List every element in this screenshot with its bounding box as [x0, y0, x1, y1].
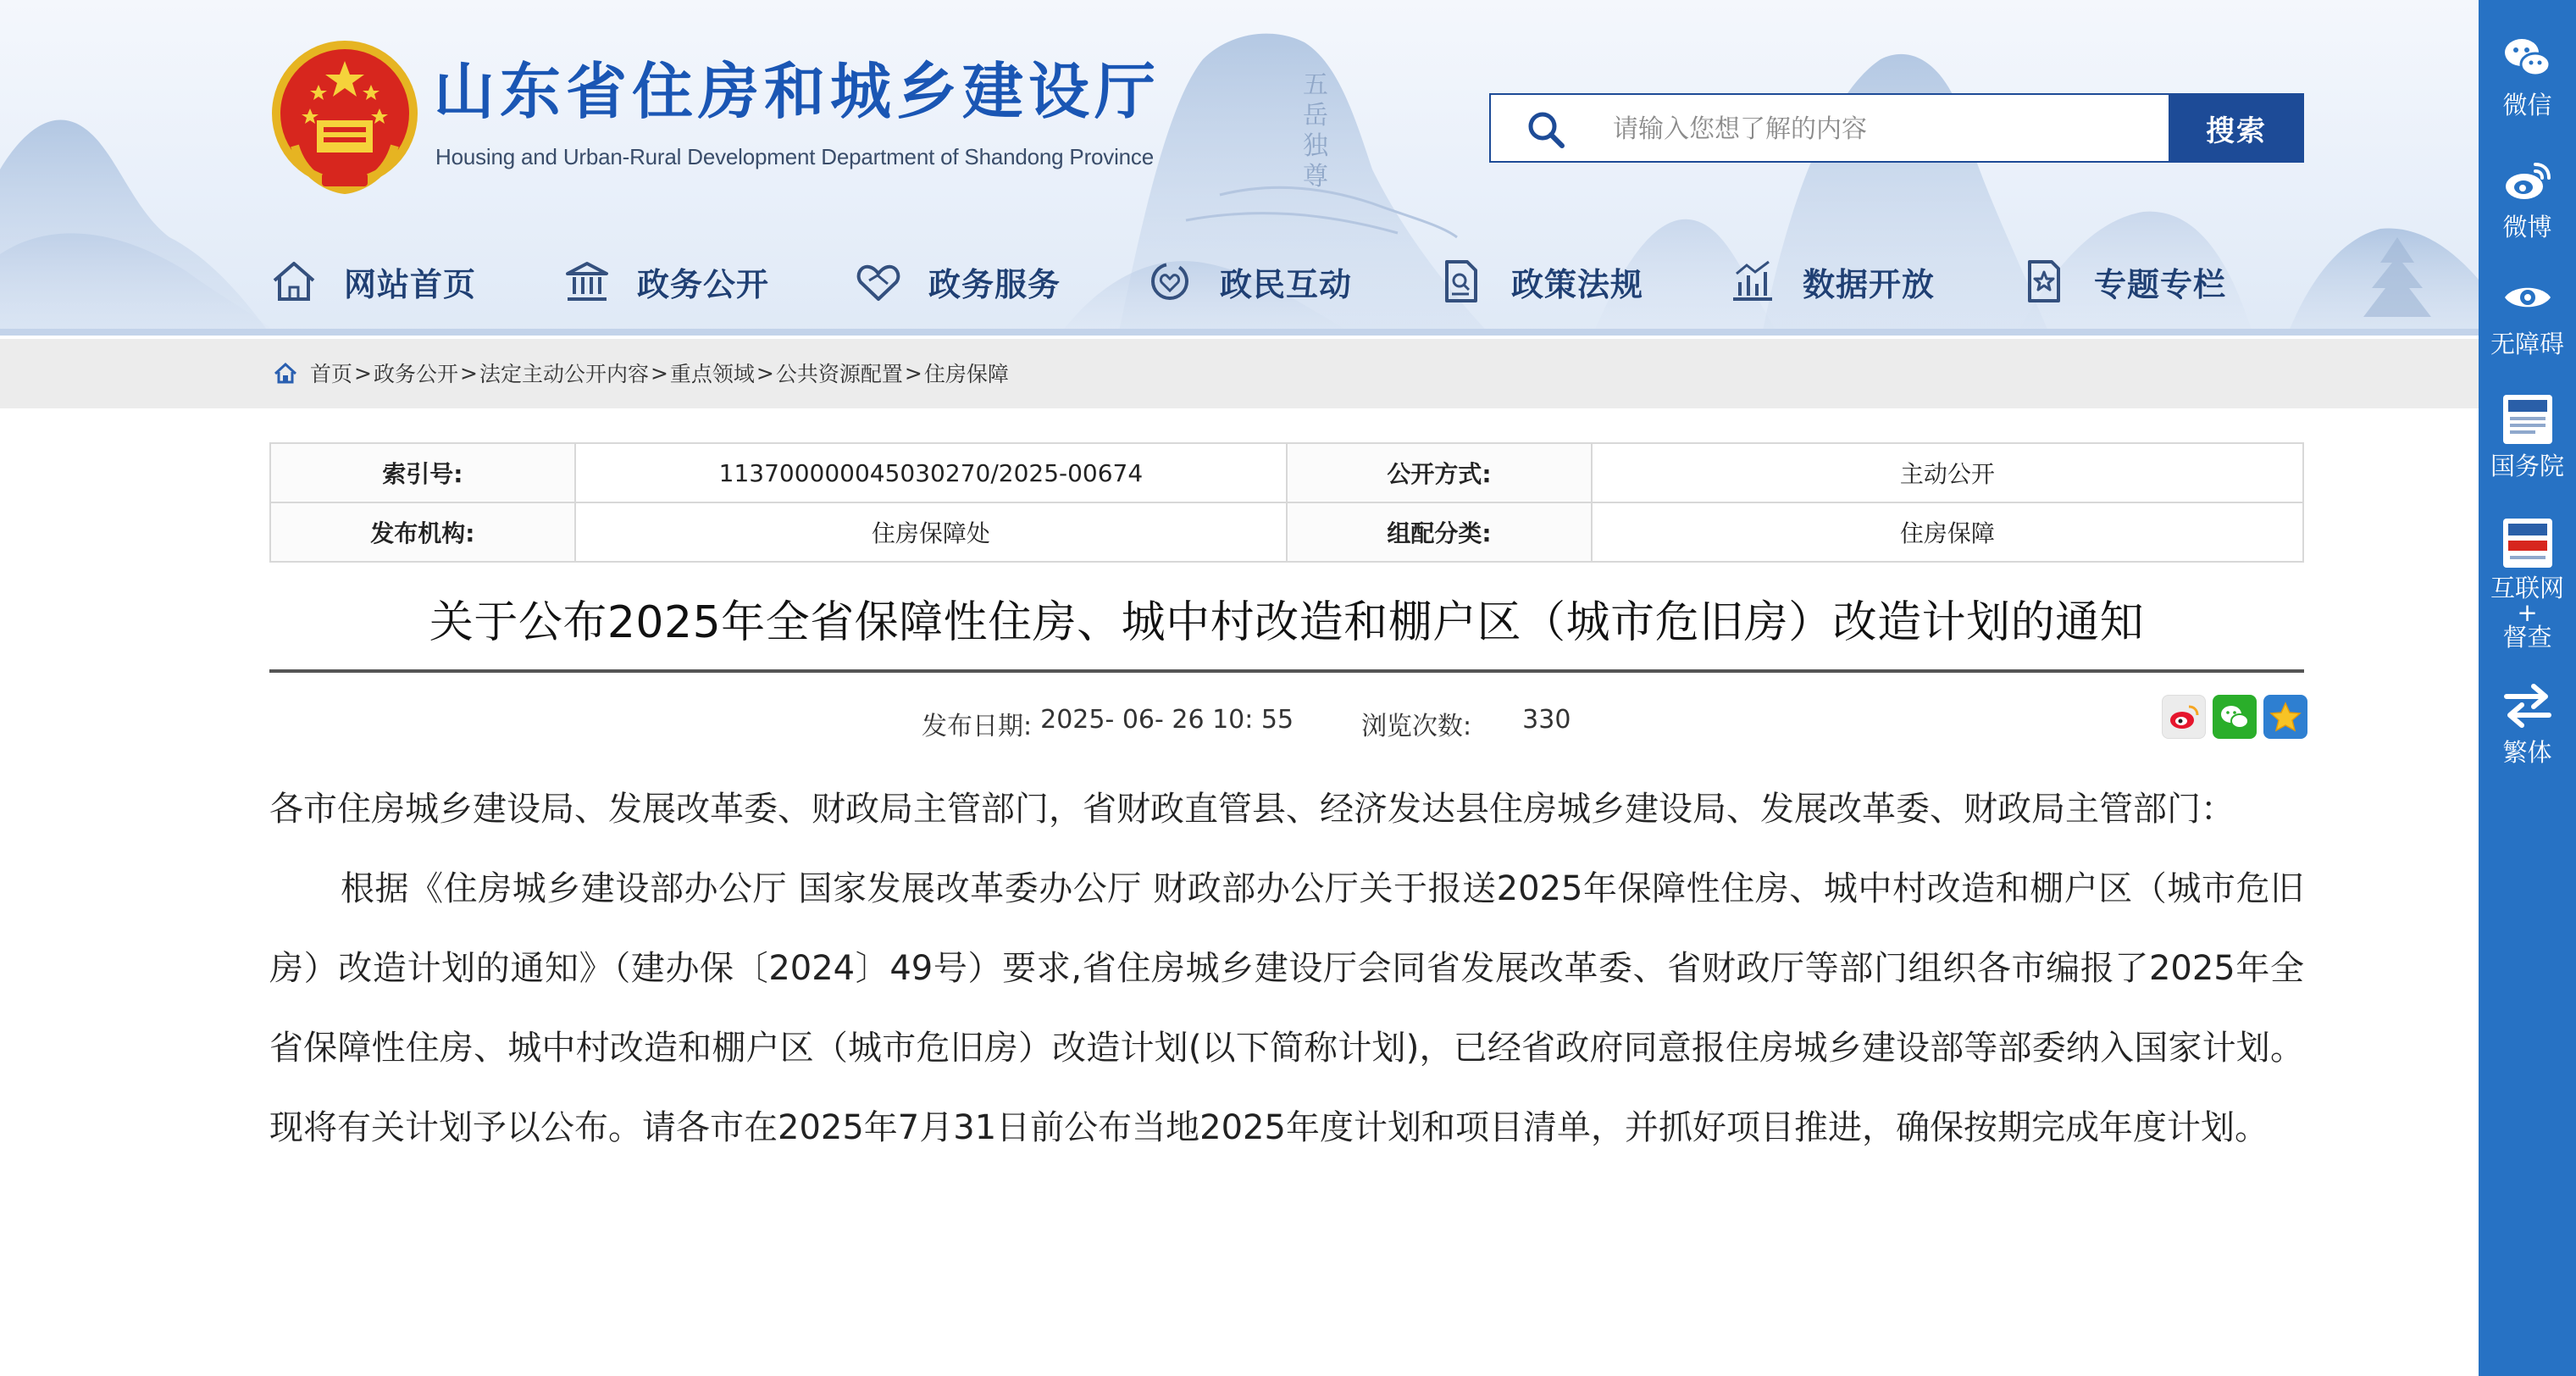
article-body: [269, 769, 2304, 1168]
breadcrumb: [273, 358, 1009, 388]
wechat-share-icon: [2218, 700, 2252, 734]
share-weibo-button[interactable]: [2162, 695, 2206, 739]
article-paragraph: 根据《住房城乡建设部办公厅 国家发展改革委办公厅 财政部办公厅关于报送2025年保障性住房、城中村改造和棚户区（城市危旧房）改造计划的通知》（建办保〔2024〕49号）要求,省住房城乡建设厅会同省发展改革委、省财政厅等部门组织各市编报了2025年全省保障性住房、城中村改造和棚户区（城市危旧房）改造计划(以下简称计划)，已经省政府同意报住房城乡建设部等部委纳入国家计划。现将有关计划予以公布。请各市在2025年7月31日前公布当地2025年度计划和项目清单，并抓好项目推进，确保按期完成年度计划。: [269, 869, 2304, 1147]
nav-label: 政策法规: [1511, 265, 1644, 303]
breadcrumb-separator: >: [650, 360, 668, 386]
government-building-icon: [562, 257, 612, 306]
breadcrumb-separator: >: [756, 360, 774, 386]
special-topic-icon: [2019, 257, 2069, 306]
share-buttons: [2155, 695, 2307, 739]
nav-label: 政务服务: [928, 265, 1061, 303]
sidebar-item-weibo[interactable]: [2479, 153, 2576, 241]
sidebar-item-internet-inspection[interactable]: [2479, 515, 2576, 650]
handshake-icon: [854, 257, 903, 306]
publisher-value: 住房保障处: [575, 502, 1288, 562]
nav-item-open-data[interactable]: [1728, 251, 2019, 312]
svg-text:岳: 岳: [1303, 101, 1328, 130]
traditional-chinese-icon: [2500, 678, 2556, 734]
site-title[interactable]: 山东省住房和城乡建设厅: [434, 56, 1161, 127]
breadcrumb-separator: >: [904, 360, 922, 386]
open-method-label: 公开方式:: [1287, 443, 1592, 502]
national-emblem-logo: [269, 36, 420, 197]
state-council-icon: [2500, 391, 2556, 447]
breadcrumb-separator: >: [354, 360, 372, 386]
breadcrumb-separator: >: [459, 360, 478, 386]
article-title: 关于公布2025年全省保障性住房、城中村改造和棚户区（城市危旧房）改造计划的通知: [429, 597, 2145, 648]
header-divider: [0, 329, 2479, 336]
table-row: [270, 443, 2303, 502]
sidebar-item-state-council[interactable]: [2479, 391, 2576, 480]
nav-label: 专题专栏: [2094, 265, 2227, 303]
article-info: [922, 705, 1571, 742]
policy-document-icon: [1437, 257, 1486, 306]
weibo-share-icon: [2167, 700, 2201, 734]
search-icon: [1525, 108, 1567, 151]
wechat-icon: [2500, 31, 2556, 86]
share-wechat-button[interactable]: [2213, 695, 2257, 739]
sidebar-label: 无障碍: [2490, 330, 2564, 358]
publish-date-label: 发布日期:: [922, 712, 1033, 741]
search-box: [1489, 93, 2169, 163]
table-row: [270, 502, 2303, 562]
breadcrumb-home-icon: [273, 360, 298, 386]
breadcrumb-link-key-areas[interactable]: 重点领域: [669, 362, 755, 386]
nav-item-gov-affairs[interactable]: [562, 251, 854, 312]
home-icon: [269, 257, 319, 306]
site-header: [0, 0, 2479, 336]
breadcrumb-link-statutory[interactable]: 法定主动公开内容: [479, 362, 649, 386]
nav-item-policy[interactable]: [1437, 251, 1728, 312]
site-subtitle: Housing and Urban-Rural Development Department of Shandong Province: [435, 144, 1154, 169]
index-label: 索引号:: [270, 443, 575, 502]
favorite-button[interactable]: [2263, 695, 2307, 739]
favorite-star-icon: [2269, 700, 2302, 734]
views-label: 浏览次数:: [1361, 712, 1472, 741]
svg-text:五: 五: [1303, 70, 1328, 100]
right-sidebar: [2479, 0, 2576, 1376]
main-nav: [269, 251, 2274, 312]
document-meta-table: [269, 442, 2304, 563]
sidebar-label: 微信: [2502, 91, 2552, 119]
accessibility-eye-icon: [2500, 269, 2556, 325]
nav-label: 政民互动: [1220, 265, 1353, 303]
sidebar-label: 繁体: [2502, 738, 2552, 767]
sidebar-label: 微博: [2502, 213, 2552, 241]
svg-text:尊: 尊: [1303, 162, 1328, 191]
breadcrumb-link-home[interactable]: 首页: [310, 362, 353, 386]
internet-inspection-icon: [2500, 515, 2556, 571]
title-divider: [269, 669, 2304, 673]
publish-date-value: 2025- 06- 26 10: 55: [1040, 705, 1294, 735]
svg-text:独: 独: [1303, 131, 1328, 161]
search-button[interactable]: 搜索: [2169, 93, 2304, 163]
article-salutation: 各市住房城乡建设局、发展改革委、财政局主管部门，省财政直管县、经济发达县住房城乡建设局、发展改革委、财政局主管部门：: [269, 790, 2235, 829]
nav-item-interaction[interactable]: [1145, 251, 1437, 312]
category-value: 住房保障: [1592, 502, 2303, 562]
sidebar-label: 互联网 + 督查: [2490, 574, 2564, 652]
breadcrumb-link-public-resources[interactable]: 公共资源配置: [775, 362, 903, 386]
sidebar-item-wechat[interactable]: [2479, 31, 2576, 119]
search-input[interactable]: [1613, 107, 2138, 151]
breadcrumb-link-gov-affairs[interactable]: 政务公开: [373, 362, 458, 386]
sidebar-label: 国务院: [2490, 452, 2564, 480]
sidebar-item-accessibility[interactable]: [2479, 269, 2576, 358]
breadcrumb-link-housing[interactable]: 住房保障: [923, 362, 1009, 386]
sidebar-item-traditional-chinese[interactable]: [2479, 678, 2576, 767]
open-method-value: 主动公开: [1592, 443, 2303, 502]
interaction-icon: [1145, 257, 1194, 306]
nav-label: 政务公开: [637, 265, 770, 303]
publisher-label: 发布机构:: [270, 502, 575, 562]
nav-item-special-topics[interactable]: [2019, 251, 2274, 312]
category-label: 组配分类:: [1287, 502, 1592, 562]
data-chart-icon: [1728, 257, 1777, 306]
weibo-icon: [2500, 153, 2556, 208]
nav-label: 数据开放: [1803, 265, 1936, 303]
views-count: 330: [1522, 705, 1571, 735]
nav-item-home[interactable]: [269, 251, 562, 312]
breadcrumb-bar: [0, 339, 2479, 408]
nav-item-gov-services[interactable]: [854, 251, 1145, 312]
index-value: 113700000045030270/2025-00674: [575, 443, 1288, 502]
nav-label: 网站首页: [344, 265, 477, 303]
